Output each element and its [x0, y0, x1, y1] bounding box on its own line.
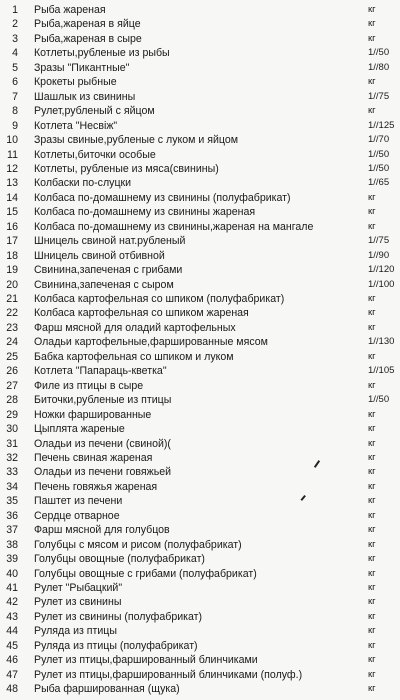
item-unit: 1//50 — [368, 162, 390, 174]
list-item — [0, 335, 400, 350]
item-name: Рыба,жареная в яйце — [34, 18, 141, 31]
list-item — [0, 162, 400, 177]
item-number: 5 — [12, 61, 18, 74]
item-unit: кг — [368, 423, 376, 435]
item-number: 31 — [6, 437, 18, 450]
list-item — [0, 364, 400, 379]
item-name: Котлеты, рубленые из мяса(свинины) — [34, 162, 219, 175]
item-name: Рыба жареная — [34, 4, 106, 16]
item-number: 46 — [6, 654, 18, 667]
item-number: 7 — [12, 90, 18, 103]
item-number: 40 — [6, 567, 18, 580]
item-name: Рулет,рубленый с яйцом — [34, 105, 155, 118]
item-unit: кг — [368, 321, 376, 333]
item-number: 48 — [6, 683, 18, 696]
item-unit: кг — [368, 509, 376, 521]
item-name: Фарш мясной для голубцов — [34, 524, 170, 537]
item-name: Оладьи картофельные,фаршированные мясом — [34, 336, 268, 349]
list-item — [0, 220, 400, 235]
item-unit: 1//90 — [368, 249, 390, 261]
item-number: 22 — [6, 307, 18, 320]
item-unit: кг — [368, 610, 376, 622]
item-name: Фарш мясной для оладий картофельных — [34, 321, 236, 334]
item-number: 35 — [6, 495, 18, 508]
list-item — [0, 249, 400, 264]
item-number: 20 — [6, 278, 18, 291]
list-item — [0, 306, 400, 321]
item-unit: 1//75 — [368, 235, 390, 247]
list-item — [0, 148, 400, 163]
list-item — [0, 552, 400, 567]
list-item — [0, 263, 400, 278]
list-item — [0, 422, 400, 437]
item-number: 27 — [6, 379, 18, 392]
list-item — [0, 408, 400, 423]
item-unit: 1//80 — [368, 61, 390, 73]
item-number: 39 — [6, 553, 18, 566]
item-name: Печень свиная жареная — [34, 451, 153, 464]
list-item — [0, 75, 400, 90]
item-unit: 1//120 — [368, 264, 395, 276]
item-unit: кг — [368, 32, 376, 44]
item-number: 45 — [6, 639, 18, 652]
list-item — [0, 451, 400, 466]
item-name: Крокеты рыбные — [34, 76, 117, 89]
item-number: 13 — [6, 177, 18, 190]
item-number: 38 — [6, 538, 18, 551]
item-number: 17 — [6, 235, 18, 248]
item-name: Рыба фаршированная (щука) — [34, 683, 180, 696]
list-item — [0, 133, 400, 148]
item-number: 29 — [6, 408, 18, 421]
item-unit: кг — [368, 524, 376, 536]
item-name: Рулет "Рыбацкий" — [34, 582, 123, 594]
list-item — [0, 581, 400, 596]
item-number: 19 — [6, 264, 18, 277]
list-item — [0, 682, 400, 697]
list-item — [0, 668, 400, 683]
item-unit: кг — [368, 350, 376, 362]
item-number: 34 — [6, 480, 18, 493]
item-number: 25 — [6, 350, 18, 363]
item-unit: кг — [368, 466, 376, 478]
list-item — [0, 538, 400, 553]
item-unit: кг — [368, 495, 376, 507]
item-name: Котлета "Папараць-кветка" — [34, 365, 167, 378]
item-unit: кг — [368, 293, 376, 304]
item-name: Оладьи из печени говяжьей — [34, 466, 172, 479]
item-name: Рулет из свинины — [34, 596, 122, 609]
item-unit: кг — [368, 451, 376, 463]
item-number: 12 — [6, 162, 18, 175]
item-unit: кг — [368, 105, 376, 117]
item-number: 23 — [6, 321, 18, 334]
item-unit: 1//75 — [368, 90, 390, 102]
item-number: 24 — [6, 336, 18, 349]
item-name: Голубцы овощные (полуфабрикат) — [34, 553, 205, 566]
item-unit: кг — [368, 582, 376, 593]
item-name: Котлеты,биточки особые — [34, 148, 156, 161]
item-name: Котлета "Несвiж" — [34, 119, 118, 132]
item-unit: кг — [368, 553, 376, 565]
item-name: Руляда из птицы — [34, 625, 117, 638]
item-name: Свинина,запеченая с сыром — [34, 278, 174, 291]
item-name: Филе из птицы в сыре — [34, 379, 144, 392]
list-item — [0, 379, 400, 394]
item-name: Рулет из птицы,фаршированный блинчиками — [34, 654, 258, 667]
item-name: Оладьи из печени (свиной)( — [34, 437, 171, 450]
item-unit: 1//130 — [368, 336, 395, 348]
item-number: 33 — [6, 466, 18, 479]
item-number: 41 — [6, 582, 18, 594]
list-item — [0, 465, 400, 480]
item-name: Шницель свиной нат.рубленый — [34, 235, 186, 248]
item-unit: 1//50 — [368, 148, 390, 160]
list-item — [0, 61, 400, 76]
item-unit: 1//100 — [368, 278, 395, 290]
item-name: Котлеты,рубленые из рыбы — [34, 47, 170, 60]
item-unit: кг — [368, 668, 376, 680]
list-item — [0, 321, 400, 336]
item-unit: кг — [368, 206, 376, 218]
item-unit: кг — [368, 654, 376, 666]
item-unit: 1//70 — [368, 134, 390, 146]
item-name: Паштет из печени — [34, 495, 123, 508]
item-name: Биточки,рубленые из птицы — [34, 394, 172, 407]
item-number: 10 — [6, 134, 18, 147]
list-item — [0, 595, 400, 610]
list-item — [0, 90, 400, 105]
item-name: Зразы свиные,рубленые с луком и яйцом — [34, 134, 239, 147]
item-unit: кг — [368, 18, 376, 30]
list-item — [0, 176, 400, 191]
list-item — [0, 46, 400, 61]
item-unit: кг — [368, 191, 376, 203]
list-item — [0, 205, 400, 220]
item-name: Сердце отварное — [34, 509, 120, 522]
item-unit: кг — [368, 596, 376, 608]
list-item — [0, 119, 400, 134]
item-unit: 1//125 — [368, 119, 395, 131]
item-number: 14 — [6, 191, 18, 204]
item-number: 2 — [12, 18, 18, 31]
item-unit: кг — [368, 4, 376, 15]
item-number: 28 — [6, 394, 18, 407]
item-unit: кг — [368, 639, 376, 651]
item-number: 37 — [6, 524, 18, 537]
item-unit: кг — [368, 683, 376, 695]
item-number: 15 — [6, 206, 18, 219]
list-item — [0, 523, 400, 538]
item-unit: 1//65 — [368, 177, 390, 189]
list-item — [0, 32, 400, 47]
list-item — [0, 350, 400, 365]
item-number: 3 — [12, 32, 18, 45]
item-name: Бабка картофельная со шпиком и луком — [34, 350, 234, 363]
item-name: Шашлык из свинины — [34, 90, 136, 103]
item-unit: кг — [368, 625, 376, 637]
item-number: 30 — [6, 423, 18, 436]
list-item — [0, 3, 400, 18]
item-number: 6 — [12, 76, 18, 89]
item-unit: 1//50 — [368, 47, 390, 59]
item-number: 8 — [12, 105, 18, 118]
item-number: 21 — [6, 293, 18, 305]
item-name: Шницель свиной отбивной — [34, 249, 165, 262]
list-item — [0, 17, 400, 32]
item-name: Рулет из птицы,фаршированный блинчиками (полуф.) — [34, 668, 303, 681]
item-number: 44 — [6, 625, 18, 638]
item-number: 42 — [6, 596, 18, 609]
list-item — [0, 567, 400, 582]
item-number: 1 — [12, 4, 18, 16]
item-number: 18 — [6, 249, 18, 262]
item-name: Рыба,жареная в сыре — [34, 32, 142, 45]
list-item — [0, 610, 400, 625]
item-unit: кг — [368, 567, 376, 579]
item-name: Свинина,запеченая с грибами — [34, 264, 183, 277]
item-name: Колбаса по-домашнему из свинины,жареная на мангале — [34, 220, 314, 233]
item-name: Колбаса картофельная со шпиком жареная — [34, 307, 249, 320]
item-unit: кг — [368, 76, 376, 88]
item-name: Ножки фаршированные — [34, 408, 152, 421]
list-item — [0, 639, 400, 654]
item-unit: 1//105 — [368, 365, 395, 377]
item-number: 47 — [6, 668, 18, 681]
item-name: Колбаски по-слуцки — [34, 177, 132, 190]
item-name: Голубцы овощные с грибами (полуфабрикат) — [34, 567, 257, 580]
list-item — [0, 104, 400, 119]
list-item — [0, 494, 400, 509]
item-number: 9 — [12, 119, 18, 132]
item-number: 36 — [6, 509, 18, 522]
item-name: Колбаса по-домашнему из свинины жареная — [34, 206, 256, 219]
list-item — [0, 437, 400, 452]
list-item — [0, 653, 400, 668]
item-name: Колбаса картофельная со шпиком (полуфабрикат) — [34, 293, 285, 305]
item-unit: кг — [368, 437, 376, 449]
list-item — [0, 278, 400, 293]
item-unit: кг — [368, 307, 376, 319]
list-item — [0, 509, 400, 524]
item-name: Зразы "Пикантные" — [34, 61, 130, 74]
item-number: 26 — [6, 365, 18, 378]
item-number: 11 — [7, 148, 18, 161]
item-unit: кг — [368, 220, 376, 232]
list-item — [0, 191, 400, 206]
item-name: Рулет из свинины (полуфабрикат) — [34, 610, 203, 623]
item-unit: кг — [368, 379, 376, 391]
item-name: Голубцы с мясом и рисом (полуфабрикат) — [34, 538, 242, 551]
item-unit: кг — [368, 408, 376, 420]
item-unit: кг — [368, 538, 376, 550]
item-unit: кг — [368, 480, 376, 492]
list-item — [0, 234, 400, 249]
item-name: Цыплята жареные — [34, 423, 125, 436]
item-number: 16 — [6, 220, 18, 233]
item-name: Руляда из птицы (полуфабрикат) — [34, 639, 198, 652]
item-name: Печень говяжья жареная — [34, 480, 158, 493]
item-number: 32 — [6, 451, 18, 464]
list-item — [0, 393, 400, 408]
list-item — [0, 292, 400, 307]
item-number: 4 — [12, 47, 18, 60]
list-item — [0, 480, 400, 495]
list-item — [0, 624, 400, 639]
item-unit: 1//50 — [368, 394, 390, 406]
item-name: Колбаса по-домашнему из свинины (полуфабрикат) — [34, 191, 291, 204]
item-number: 43 — [6, 610, 18, 623]
